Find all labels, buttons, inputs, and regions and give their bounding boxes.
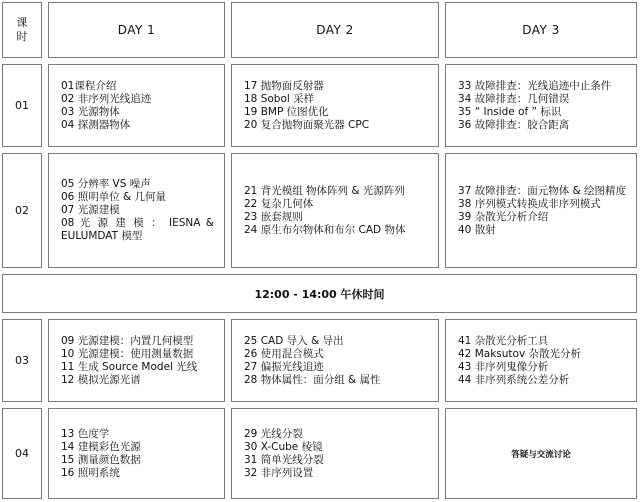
list-item: 16 照明系统 — [61, 466, 120, 479]
row03-day2-list — [244, 335, 381, 387]
corner-header — [2, 2, 42, 58]
row04-day2-list — [244, 428, 324, 480]
row01-day2-list — [244, 80, 369, 132]
list-item: 31 简单光线分裂 — [244, 453, 324, 466]
day1-header: DAY 1 — [48, 2, 225, 58]
list-item: 01课程介绍 — [61, 79, 117, 92]
list-item: 15 测量颜色数据 — [61, 453, 141, 466]
row04-day3-qa-note: 答疑与交流讨论 — [445, 408, 637, 499]
list-item: 17 抛物面反射器 — [244, 79, 324, 92]
list-item: 35 “ Inside of ” 标识 — [458, 105, 562, 118]
list-item: 04 探测器物体 — [61, 118, 131, 131]
list-item: 18 Sobol 采样 — [244, 92, 315, 105]
list-item: 36 故障排查：胶合距离 — [458, 118, 570, 131]
list-item: 24 原生布尔物体和布尔 CAD 物体 — [244, 223, 406, 236]
list-item: 40 散射 — [458, 223, 496, 236]
row01-day2-cell — [231, 64, 439, 147]
list-item: 23 嵌套规则 — [244, 210, 303, 223]
day2-header: DAY 2 — [231, 2, 439, 58]
list-item: 21 背光模组 物体阵列 & 光源阵列 — [244, 184, 405, 197]
row04-day2-cell — [231, 408, 439, 499]
row01-day3-cell — [445, 64, 637, 147]
list-item: 29 光线分裂 — [244, 427, 303, 440]
list-item: 19 BMP 位图优化 — [244, 105, 329, 118]
row04-day1-cell — [48, 408, 225, 499]
list-item: 44 非序列系统公差分析 — [458, 373, 570, 386]
list-item: 06 照明单位 & 几何量 — [61, 191, 167, 203]
list-item: 11 生成 Source Model 光线 — [61, 360, 198, 373]
row03-day1-cell — [48, 319, 225, 402]
list-item: 22 复杂几何体 — [244, 197, 314, 210]
list-item: 28 物体属性：面分组 & 属性 — [244, 373, 381, 386]
list-item: 12 模拟光源光谱 — [61, 373, 141, 386]
list-item: 26 使用混合模式 — [244, 347, 324, 360]
list-item: 20 复合抛物面聚光器 CPC — [244, 118, 370, 131]
list-item: 07 光源建模 — [61, 204, 120, 216]
row02-day3-list — [458, 185, 626, 237]
list-item: 05 分辨率 VS 噪声 — [61, 178, 151, 190]
row02-day3-cell — [445, 153, 637, 268]
row-label-01: 01 — [2, 64, 42, 147]
corner-char-2: 时 — [16, 30, 28, 43]
list-item: 33 故障排查：光线追迹中止条件 — [458, 79, 612, 92]
list-item: 38 序列模式转换成非序列模式 — [458, 197, 601, 210]
row03-day1-list — [61, 335, 197, 387]
row04-day1-list — [61, 428, 141, 480]
row-label-02: 02 — [2, 153, 42, 268]
row01-day1-cell — [48, 64, 225, 147]
list-item: 30 X-Cube 棱镜 — [244, 440, 323, 453]
list-item: 34 故障排查：几何错误 — [458, 92, 570, 105]
list-item: 32 非序列设置 — [244, 466, 314, 479]
list-item: 42 Maksutov 杂散光分析 — [458, 347, 581, 360]
list-item: 02 非序列光线追迹 — [61, 92, 152, 105]
row02-day2-list — [244, 185, 405, 237]
list-item: EULUMDAT 模型 — [61, 230, 143, 242]
row01-day3-list — [458, 80, 611, 132]
row-label-03: 03 — [2, 319, 42, 402]
list-item: 14 建模彩色光源 — [61, 440, 141, 453]
row-label-04: 04 — [2, 408, 42, 499]
lunch-break-banner: 12:00 - 14:00 午休时间 — [2, 274, 637, 313]
list-item: 41 杂散光分析工具 — [458, 334, 549, 347]
list-item: 25 CAD 导入 & 导出 — [244, 334, 344, 347]
row02-day1-cell — [48, 153, 225, 268]
list-item: 10 光源建模：使用测量数据 — [61, 347, 194, 360]
corner-char-1: 课 — [16, 16, 28, 29]
row03-day3-list — [458, 335, 581, 387]
day3-header: DAY 3 — [445, 2, 637, 58]
list-item: 13 色度学 — [61, 427, 110, 440]
list-item: 09 光源建模：内置几何模型 — [61, 334, 194, 347]
list-item: 03 光源物体 — [61, 105, 120, 118]
list-item: 39 杂散光分析介绍 — [458, 210, 549, 223]
list-item: 43 非序列鬼像分析 — [458, 360, 549, 373]
row01-day1-list — [61, 80, 151, 132]
row03-day3-cell — [445, 319, 637, 402]
row03-day2-cell — [231, 319, 439, 402]
list-item: 27 偏振光线追迹 — [244, 360, 324, 373]
list-item: 08 光 源 建 模 ： IESNA & — [61, 217, 214, 229]
list-item: 37 故障排查：面元物体 & 绘图精度 — [458, 184, 627, 197]
row02-day2-cell — [231, 153, 439, 268]
row02-day1-list — [61, 178, 214, 243]
